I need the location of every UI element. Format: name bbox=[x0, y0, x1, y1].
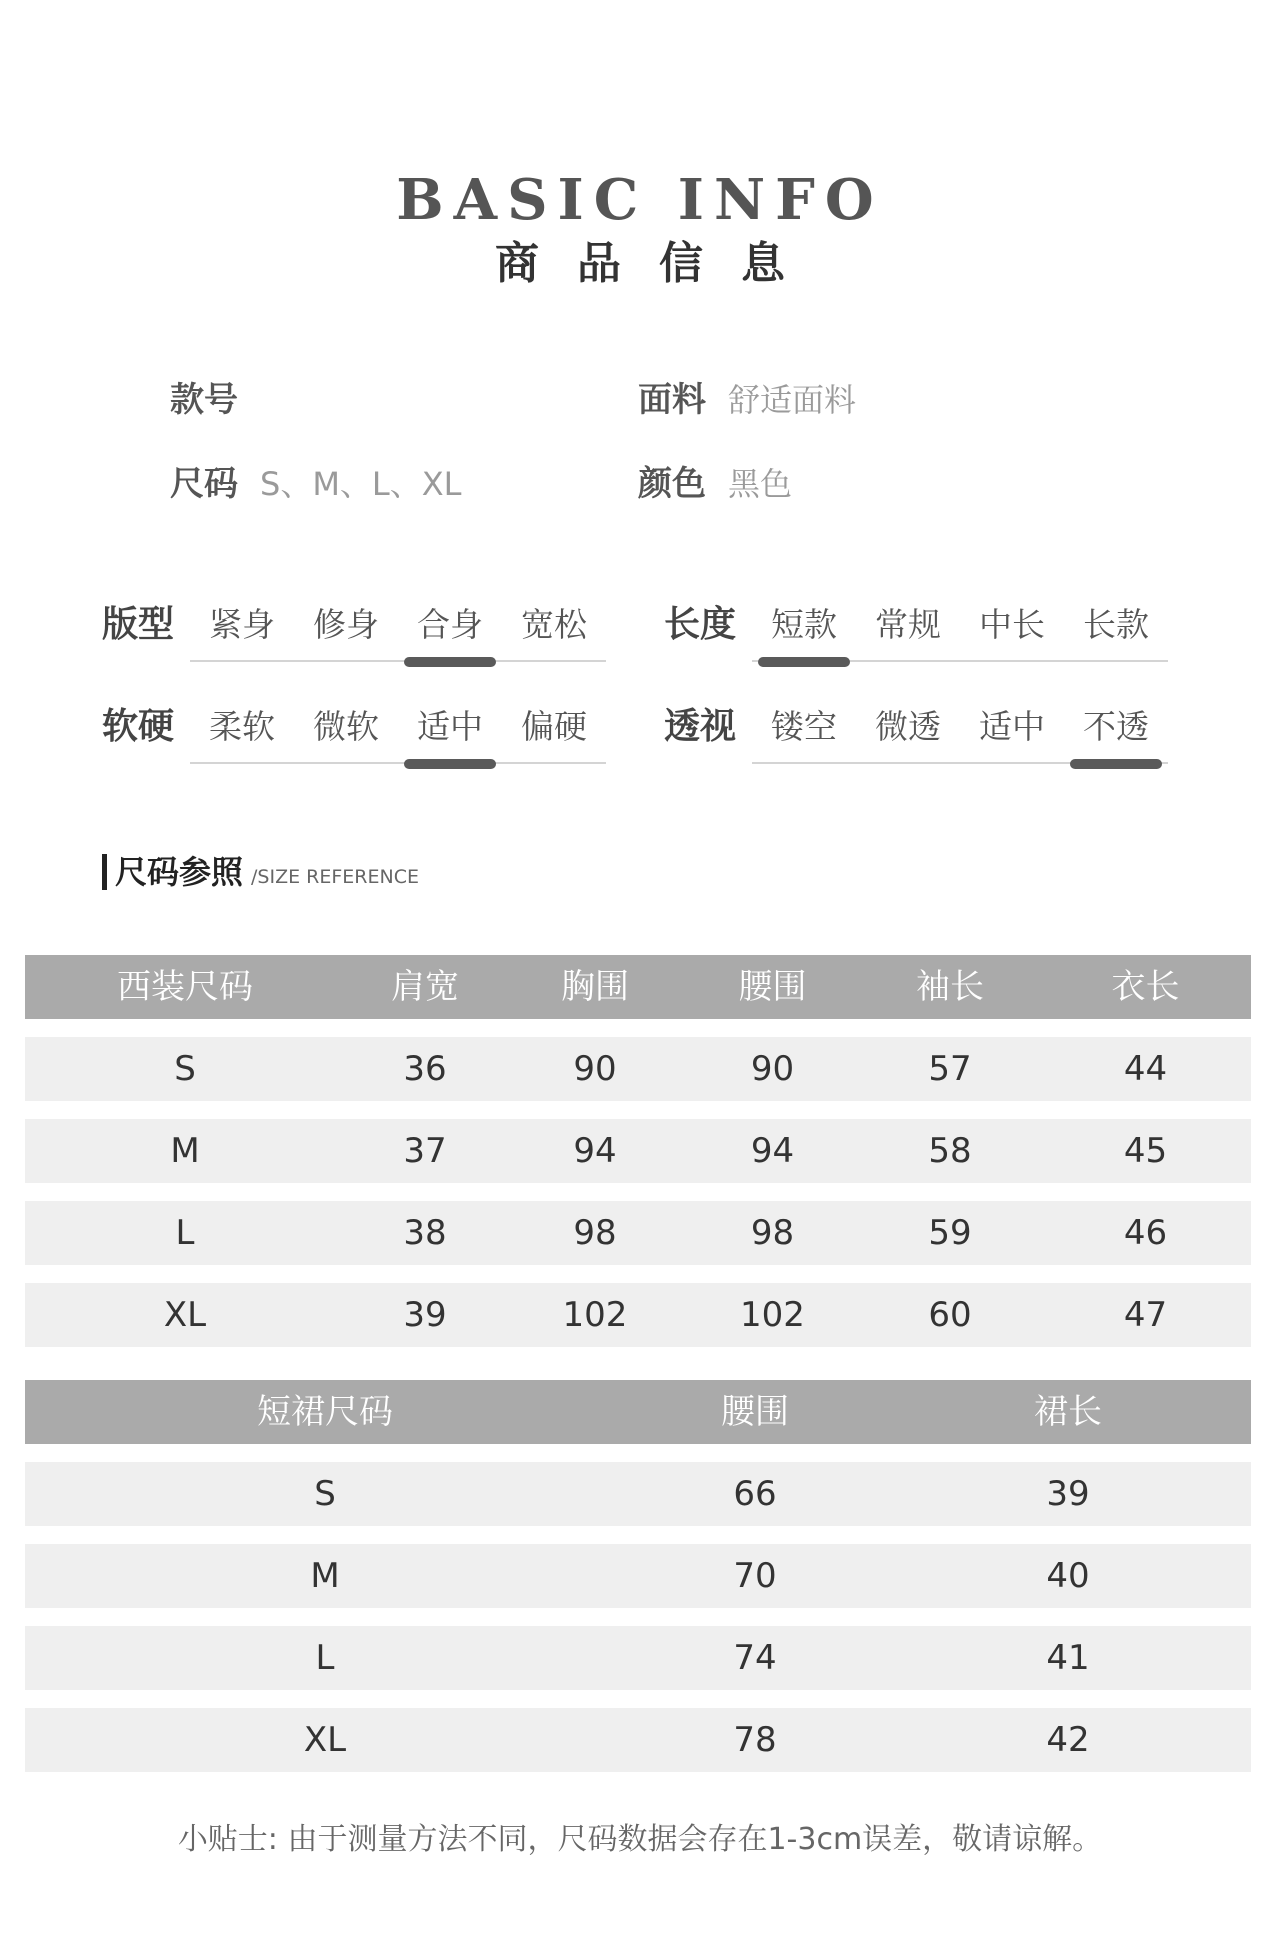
table-cell: 98 bbox=[750, 1213, 795, 1253]
section-bar bbox=[102, 854, 107, 890]
table-cell: 90 bbox=[573, 1049, 617, 1089]
table-header-row bbox=[25, 955, 1251, 1019]
attr-option: 中长 bbox=[979, 605, 1045, 644]
table-cell: 58 bbox=[928, 1131, 972, 1171]
info-fabric bbox=[638, 378, 856, 422]
table-cell: 90 bbox=[750, 1049, 795, 1089]
attr-option: 常规 bbox=[875, 605, 941, 644]
table-header-cell: 胸围 bbox=[561, 967, 629, 1007]
table-cell: 70 bbox=[733, 1556, 777, 1596]
table-cell: L bbox=[175, 1213, 195, 1253]
table-row bbox=[25, 1462, 1251, 1526]
table-header-cell: 裙长 bbox=[1034, 1392, 1102, 1432]
table-row bbox=[25, 1544, 1251, 1608]
attr-options bbox=[190, 702, 606, 764]
table-header-cell: 腰围 bbox=[721, 1392, 789, 1432]
table-row bbox=[25, 1119, 1251, 1183]
table-cell: 94 bbox=[573, 1131, 617, 1171]
suit-size-table bbox=[25, 955, 1251, 1365]
table-cell: 46 bbox=[1123, 1213, 1168, 1253]
table-cell: 47 bbox=[1123, 1295, 1168, 1335]
table-cell: L bbox=[315, 1638, 335, 1678]
table-cell: 39 bbox=[403, 1295, 447, 1335]
info-label: 尺码 bbox=[170, 464, 238, 504]
table-cell: M bbox=[310, 1556, 340, 1596]
table-cell: XL bbox=[303, 1720, 347, 1760]
table-cell: 44 bbox=[1123, 1049, 1168, 1089]
attr-option: 紧身 bbox=[209, 605, 275, 644]
table-cell: 78 bbox=[733, 1720, 777, 1760]
table-cell: 59 bbox=[928, 1213, 972, 1253]
table-header-cell: 袖长 bbox=[916, 967, 984, 1007]
table-header-cell: 腰围 bbox=[738, 967, 807, 1007]
table-cell: M bbox=[170, 1131, 200, 1171]
attr-option: 长款 bbox=[1083, 605, 1149, 644]
size-reference-heading bbox=[102, 852, 419, 892]
attr-option: 偏硬 bbox=[521, 707, 587, 746]
table-header-cell: 肩宽 bbox=[391, 967, 459, 1007]
attr-options bbox=[752, 702, 1168, 764]
table-cell: 40 bbox=[1046, 1556, 1090, 1596]
table-cell: S bbox=[174, 1049, 196, 1089]
attr-label: 长度 bbox=[664, 604, 737, 645]
info-label: 款号 bbox=[170, 380, 238, 420]
attr-options bbox=[190, 600, 606, 662]
attr-label: 透视 bbox=[664, 706, 737, 747]
attr-option: 微软 bbox=[313, 707, 379, 746]
table-cell: 98 bbox=[573, 1213, 617, 1253]
attr-option: 短款 bbox=[752, 600, 856, 660]
skirt-size-table bbox=[25, 1380, 1251, 1790]
attr-label: 软硬 bbox=[102, 706, 175, 747]
table-cell: 45 bbox=[1123, 1131, 1168, 1171]
section-title-cn: 尺码参照 bbox=[115, 853, 244, 891]
attr-option: 柔软 bbox=[209, 707, 275, 746]
table-row bbox=[25, 1708, 1251, 1772]
table-cell: 41 bbox=[1046, 1638, 1090, 1678]
table-header-cell: 西装尺码 bbox=[117, 967, 253, 1007]
attr-option: 不透 bbox=[1064, 702, 1168, 762]
info-value: 舒适面料 bbox=[728, 381, 857, 419]
table-cell: S bbox=[314, 1474, 336, 1514]
table-cell: 66 bbox=[733, 1474, 777, 1514]
table-cell: 36 bbox=[403, 1049, 447, 1089]
table-cell: 38 bbox=[403, 1213, 447, 1253]
attr-option: 适中 bbox=[979, 707, 1045, 746]
table-header-cell: 衣长 bbox=[1111, 967, 1180, 1007]
attr-option: 修身 bbox=[313, 605, 379, 644]
table-cell: 102 bbox=[740, 1295, 805, 1335]
footnote: 小贴士: 由于测量方法不同，尺码数据会存在1-3cm误差，敬请谅解。 bbox=[177, 1822, 1103, 1857]
table-cell: 57 bbox=[928, 1049, 972, 1089]
info-label: 颜色 bbox=[638, 464, 706, 504]
table-row bbox=[25, 1626, 1251, 1690]
info-size bbox=[170, 462, 462, 506]
info-label: 面料 bbox=[638, 380, 706, 420]
table-header-cell: 短裙尺码 bbox=[257, 1392, 393, 1432]
attr-option: 微透 bbox=[875, 707, 941, 746]
title-cn: 商品信息 bbox=[495, 238, 823, 289]
table-cell: 102 bbox=[562, 1295, 628, 1335]
info-style-no bbox=[170, 378, 260, 422]
info-value: S、M、L、XL bbox=[260, 465, 462, 503]
title-en: BASIC INFO bbox=[396, 167, 884, 233]
table-cell: 37 bbox=[403, 1131, 447, 1171]
table-row bbox=[25, 1283, 1251, 1347]
table-cell: 74 bbox=[733, 1638, 777, 1678]
section-title-en: /SIZE REFERENCE bbox=[251, 866, 419, 888]
table-row bbox=[25, 1201, 1251, 1265]
table-cell: 94 bbox=[750, 1131, 795, 1171]
table-cell: 60 bbox=[928, 1295, 972, 1335]
info-color bbox=[638, 462, 792, 506]
table-cell: 42 bbox=[1046, 1720, 1090, 1760]
attr-option: 宽松 bbox=[521, 605, 587, 644]
table-header-row bbox=[25, 1380, 1251, 1444]
attr-option: 镂空 bbox=[771, 707, 837, 746]
table-cell: XL bbox=[163, 1295, 207, 1335]
table-row bbox=[25, 1037, 1251, 1101]
attr-option: 合身 bbox=[398, 600, 502, 660]
attr-option: 适中 bbox=[398, 702, 502, 762]
attr-options bbox=[752, 600, 1168, 662]
info-value: 黑色 bbox=[728, 465, 793, 503]
attr-label: 版型 bbox=[102, 604, 175, 645]
table-cell: 39 bbox=[1046, 1474, 1090, 1514]
